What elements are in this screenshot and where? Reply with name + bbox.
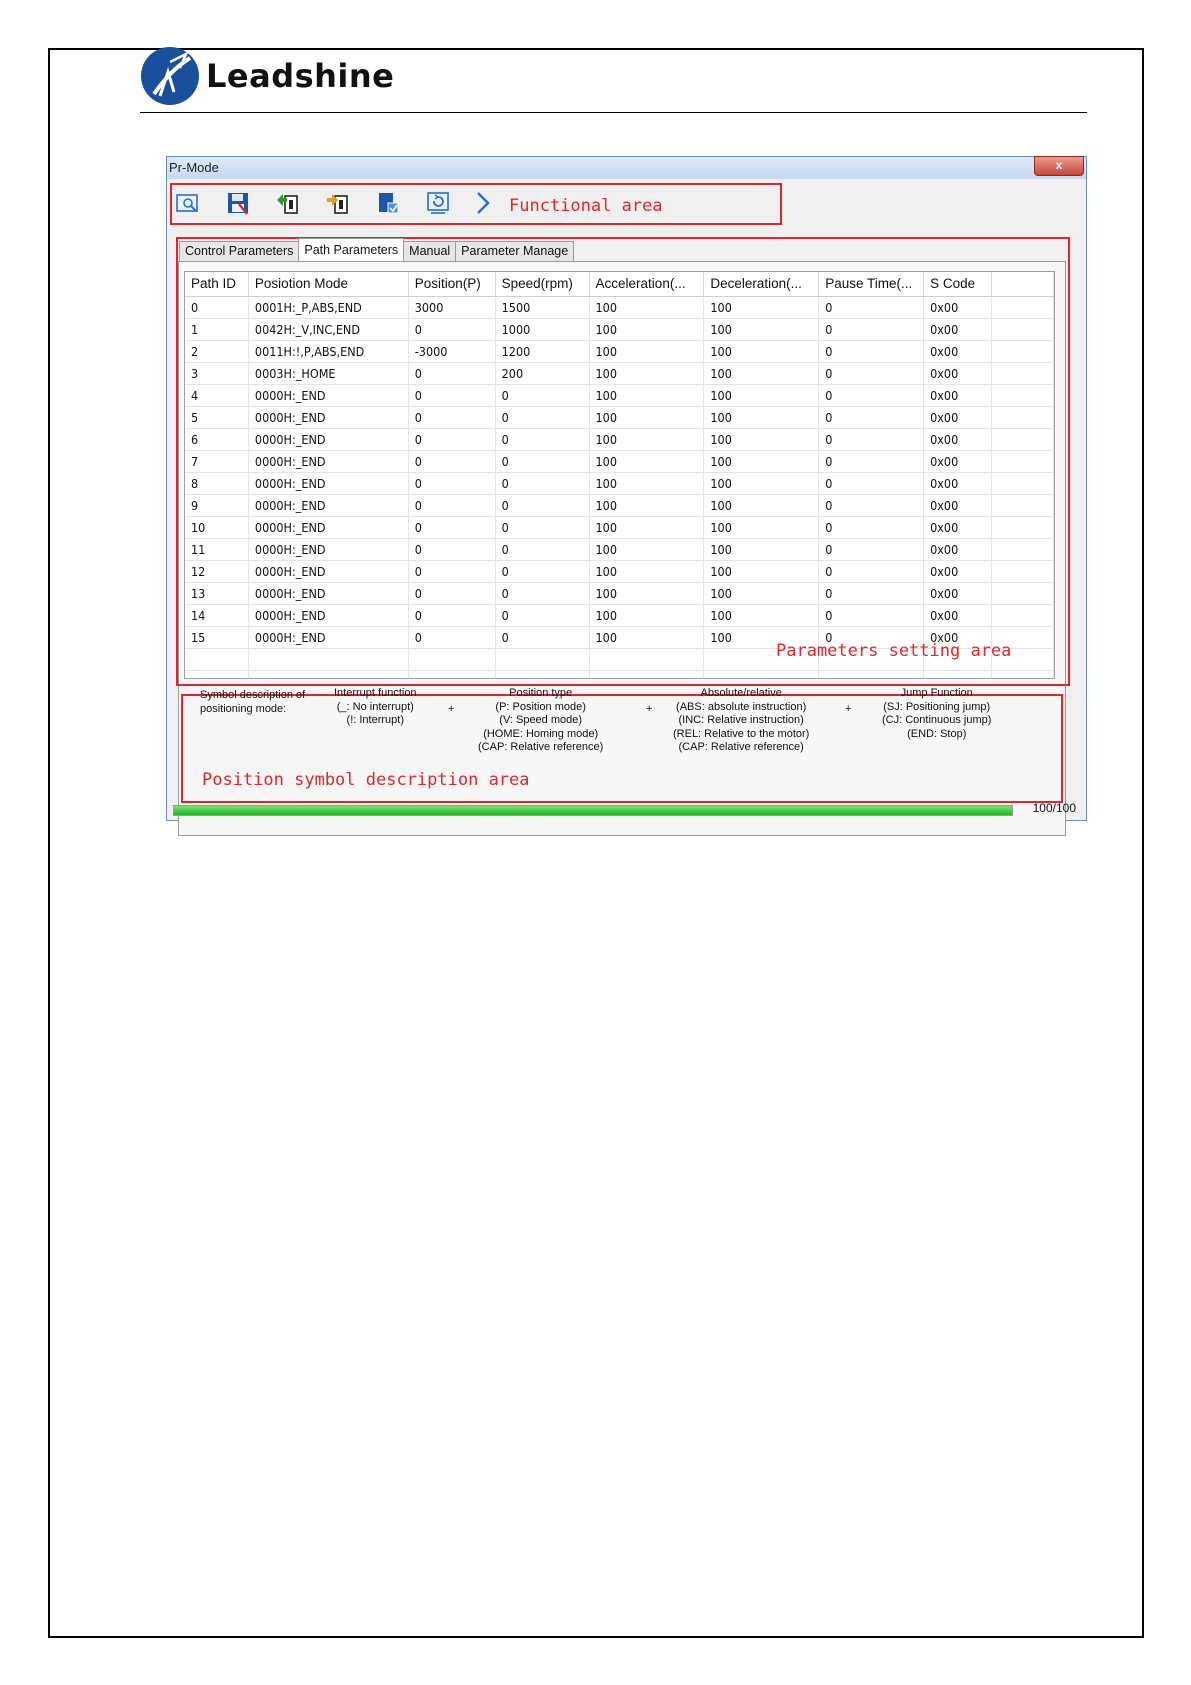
jump-legend: Jump Function (SJ: Positioning jump) (CJ: Continuous jump) (END: Stop) [882,687,992,740]
empty-cell [409,671,496,679]
plus-sign: + [845,703,852,715]
table-cell[interactable]: 100 [704,605,819,626]
empty-cell [992,671,1054,679]
table-cell-filler [992,583,1054,604]
table-cell[interactable]: 0000H:_END [249,385,409,406]
table-cell[interactable]: 0 [819,429,924,450]
table-cell[interactable]: 100 [590,429,705,450]
table-cell[interactable]: 100 [590,517,705,538]
table-cell-filler [992,473,1054,494]
close-button[interactable]: x [1034,156,1084,176]
table-cell[interactable]: 100 [704,363,819,384]
window-title: Pr-Mode [169,160,219,175]
table-cell[interactable]: 0 [409,561,496,582]
table-cell[interactable]: 100 [704,473,819,494]
table-cell[interactable]: 0 [409,429,496,450]
empty-cell [590,649,705,670]
table-cell-filler [992,385,1054,406]
empty-cell [924,671,992,679]
table-cell[interactable]: 0x00 [924,605,992,626]
table-cell[interactable]: 0000H:_END [249,583,409,604]
empty-cell [590,671,705,679]
table-cell-filler [992,297,1054,318]
table-cell[interactable]: 0x00 [924,539,992,560]
progress-text: 100/100 [1032,801,1076,815]
table-cell[interactable]: 1000 [496,319,590,340]
table-row[interactable] [185,539,1054,561]
column-header[interactable]: Acceleration(... [590,272,705,296]
table-cell[interactable]: 100 [704,451,819,472]
table-cell[interactable]: 0 [409,385,496,406]
empty-cell [496,671,590,679]
table-cell-filler [992,517,1054,538]
brand-name: Leadshine [206,57,395,95]
table-cell[interactable]: 0 [819,363,924,384]
table-row[interactable] [185,605,1054,627]
table-cell-filler [992,451,1054,472]
symbol-intro: Symbol description of positioning mode: [200,689,306,715]
empty-row [185,671,1054,679]
parameters-area-label: Parameters setting area [776,641,1012,661]
table-row[interactable] [185,583,1054,605]
table-cell-filler [992,539,1054,560]
column-header[interactable]: Deceleration(... [704,272,819,296]
table-cell[interactable]: 100 [704,341,819,362]
table-cell[interactable]: 0 [496,429,590,450]
table-cell[interactable]: 100 [590,539,705,560]
table-cell[interactable]: 0x00 [924,341,992,362]
table-row[interactable] [185,429,1054,451]
header-rule [140,112,1087,113]
empty-cell [249,649,409,670]
symbol-area-label: Position symbol description area [202,770,530,790]
path-parameters-table[interactable] [184,271,1055,679]
title-bar [167,157,1086,179]
table-cell[interactable]: 0x00 [924,583,992,604]
table-cell[interactable]: 100 [704,319,819,340]
table-cell[interactable]: 0 [409,451,496,472]
table-body [185,297,1054,679]
table-cell[interactable]: 0000H:_END [249,605,409,626]
empty-cell [496,649,590,670]
table-cell[interactable]: 0 [496,605,590,626]
table-cell[interactable]: 100 [590,495,705,516]
table-cell[interactable]: 9 [185,495,249,516]
table-cell[interactable]: 0 [819,297,924,318]
plus-sign: + [448,703,455,715]
progress-bar [173,805,1013,816]
table-row[interactable] [185,319,1054,341]
table-cell[interactable]: 15 [185,627,249,648]
table-cell[interactable]: -3000 [409,341,496,362]
column-header-filler [992,272,1054,296]
table-cell[interactable]: 0 [819,407,924,428]
table-cell[interactable]: 6 [185,429,249,450]
table-cell[interactable]: 0 [496,561,590,582]
table-cell[interactable]: 12 [185,561,249,582]
table-cell[interactable]: 100 [704,561,819,582]
table-cell[interactable]: 100 [590,407,705,428]
table-cell[interactable]: 1500 [496,297,590,318]
table-cell[interactable]: 0x00 [924,319,992,340]
table-cell[interactable]: 0 [819,473,924,494]
table-cell[interactable]: 0 [409,363,496,384]
table-cell[interactable]: 3000 [409,297,496,318]
table-row[interactable] [185,517,1054,539]
column-header[interactable]: Path ID [185,272,249,296]
table-row[interactable] [185,451,1054,473]
table-cell[interactable]: 100 [704,495,819,516]
table-cell[interactable]: 0000H:_END [249,407,409,428]
table-cell[interactable]: 0000H:_END [249,561,409,582]
table-cell[interactable]: 1 [185,319,249,340]
table-cell[interactable]: 0 [819,583,924,604]
leadshine-logo-icon [140,46,200,106]
table-cell[interactable]: 100 [590,297,705,318]
table-cell[interactable]: 0 [496,627,590,648]
table-cell[interactable]: 100 [704,407,819,428]
table-cell[interactable]: 0 [409,605,496,626]
table-row[interactable] [185,363,1054,385]
table-cell-filler [992,561,1054,582]
empty-cell [704,671,819,679]
table-header [185,272,1054,297]
table-row[interactable] [185,297,1054,319]
table-cell-filler [992,605,1054,626]
column-header[interactable]: Pause Time(... [819,272,924,296]
table-cell[interactable]: 8 [185,473,249,494]
table-cell[interactable]: 0x00 [924,561,992,582]
empty-cell [185,671,249,679]
table-cell[interactable]: 0 [819,605,924,626]
table-cell[interactable]: 0000H:_END [249,429,409,450]
table-cell[interactable]: 0x00 [924,407,992,428]
table-cell-filler [992,495,1054,516]
table-cell[interactable]: 0x00 [924,385,992,406]
empty-cell [249,671,409,679]
table-cell[interactable]: 10 [185,517,249,538]
table-cell[interactable]: 0x00 [924,627,992,648]
table-cell[interactable]: 0 [819,495,924,516]
table-cell[interactable]: 0 [409,473,496,494]
table-cell[interactable]: 0 [496,539,590,560]
table-cell[interactable]: 100 [590,363,705,384]
table-cell[interactable]: 0 [819,451,924,472]
table-cell[interactable]: 14 [185,605,249,626]
table-row[interactable] [185,561,1054,583]
table-cell[interactable]: 0 [819,319,924,340]
table-cell[interactable]: 0 [409,495,496,516]
column-header[interactable]: S Code [924,272,992,296]
table-cell[interactable]: 100 [590,341,705,362]
table-cell[interactable]: 7 [185,451,249,472]
table-cell[interactable]: 100 [590,627,705,648]
table-cell[interactable]: 0001H:_P,ABS,END [249,297,409,318]
table-cell[interactable]: 0 [409,583,496,604]
table-row[interactable] [185,407,1054,429]
table-cell[interactable]: 0x00 [924,363,992,384]
table-cell[interactable]: 0 [409,319,496,340]
table-cell[interactable]: 0x00 [924,517,992,538]
table-cell[interactable]: 0000H:_END [249,473,409,494]
table-cell[interactable]: 100 [704,583,819,604]
table-cell-filler [992,319,1054,340]
table-cell[interactable]: 200 [496,363,590,384]
interrupt-legend: Interrupt function (_: No interrupt) (!: Interrupt) [334,687,417,726]
table-row[interactable] [185,473,1054,495]
table-cell[interactable]: 0 [819,341,924,362]
table-cell[interactable]: 0 [409,407,496,428]
table-cell-filler [992,407,1054,428]
column-header[interactable]: Speed(rpm) [496,272,590,296]
table-cell[interactable]: 1200 [496,341,590,362]
table-cell[interactable]: 0000H:_END [249,517,409,538]
table-cell[interactable]: 13 [185,583,249,604]
table-cell[interactable]: 100 [704,385,819,406]
table-cell[interactable]: 0042H:_V,INC,END [249,319,409,340]
table-cell[interactable]: 100 [590,319,705,340]
table-cell[interactable]: 0000H:_END [249,627,409,648]
tab-manual[interactable]: Manual [403,241,456,261]
position-type-legend: Position type (P: Position mode) (V: Speed mode) (HOME: Homing mode) (CAP: Relative reference) [478,687,604,753]
table-cell[interactable]: 0 [409,539,496,560]
table-cell[interactable]: 0 [819,517,924,538]
table-cell[interactable]: 0x00 [924,297,992,318]
table-cell[interactable]: 100 [590,561,705,582]
table-row[interactable] [185,341,1054,363]
table-cell[interactable]: 100 [704,297,819,318]
table-cell[interactable]: 100 [704,539,819,560]
table-cell[interactable]: 100 [704,429,819,450]
table-cell-filler [992,341,1054,362]
plus-sign: + [646,703,653,715]
tab-path-parameters[interactable]: Path Parameters [298,238,404,261]
table-row[interactable] [185,495,1054,517]
table-cell-filler [992,363,1054,384]
table-cell[interactable]: 0 [496,451,590,472]
progress-fill [174,806,1012,815]
table-cell[interactable]: 0000H:_END [249,539,409,560]
table-cell[interactable]: 0x00 [924,451,992,472]
table-cell[interactable]: 0 [496,407,590,428]
empty-cell [409,649,496,670]
brand-logo [140,45,394,107]
table-cell[interactable]: 0 [185,297,249,318]
abs-rel-legend: Absolute/relative (ABS: absolute instruction) (INC: Relative instruction) (REL: Relative to the motor) (CAP: Relative reference) [673,687,810,753]
column-header[interactable]: Posiotion Mode [249,272,409,296]
table-cell[interactable]: 0 [496,473,590,494]
empty-cell [185,649,249,670]
table-cell[interactable]: 100 [590,385,705,406]
functional-area-box [170,183,782,225]
column-header[interactable]: Position(P) [409,272,496,296]
table-cell[interactable]: 4 [185,385,249,406]
table-row[interactable] [185,385,1054,407]
table-cell[interactable]: 0000H:_END [249,495,409,516]
table-cell[interactable]: 2 [185,341,249,362]
table-cell[interactable]: 0 [496,517,590,538]
table-cell[interactable]: 0 [819,627,924,648]
table-cell-filler [992,429,1054,450]
table-cell[interactable]: 0 [819,539,924,560]
table-cell[interactable]: 100 [590,583,705,604]
table-cell[interactable]: 0 [496,583,590,604]
table-cell[interactable]: 0x00 [924,495,992,516]
empty-cell [819,671,924,679]
table-cell[interactable]: 100 [590,473,705,494]
table-cell[interactable]: 0 [496,385,590,406]
table-cell[interactable]: 0x00 [924,473,992,494]
functional-area-label: Functional area [509,196,663,216]
table-cell[interactable]: 0000H:_END [249,451,409,472]
tab-control-parameters[interactable]: Control Parameters [179,241,299,261]
table-cell[interactable]: 100 [590,605,705,626]
table-cell[interactable]: 5 [185,407,249,428]
table-cell[interactable]: 0 [819,385,924,406]
table-cell[interactable]: 0 [819,561,924,582]
table-cell[interactable]: 0003H:_HOME [249,363,409,384]
tab-parameter-manage[interactable]: Parameter Manage [455,241,574,261]
table-cell[interactable]: 0x00 [924,429,992,450]
table-cell[interactable]: 3 [185,363,249,384]
table-cell[interactable]: 0011H:!,P,ABS,END [249,341,409,362]
table-cell[interactable]: 100 [590,451,705,472]
table-cell[interactable]: 0 [409,517,496,538]
table-cell[interactable]: 0 [496,495,590,516]
table-cell[interactable]: 0 [409,627,496,648]
table-cell[interactable]: 100 [704,627,819,648]
table-cell[interactable]: 11 [185,539,249,560]
table-cell[interactable]: 100 [704,517,819,538]
